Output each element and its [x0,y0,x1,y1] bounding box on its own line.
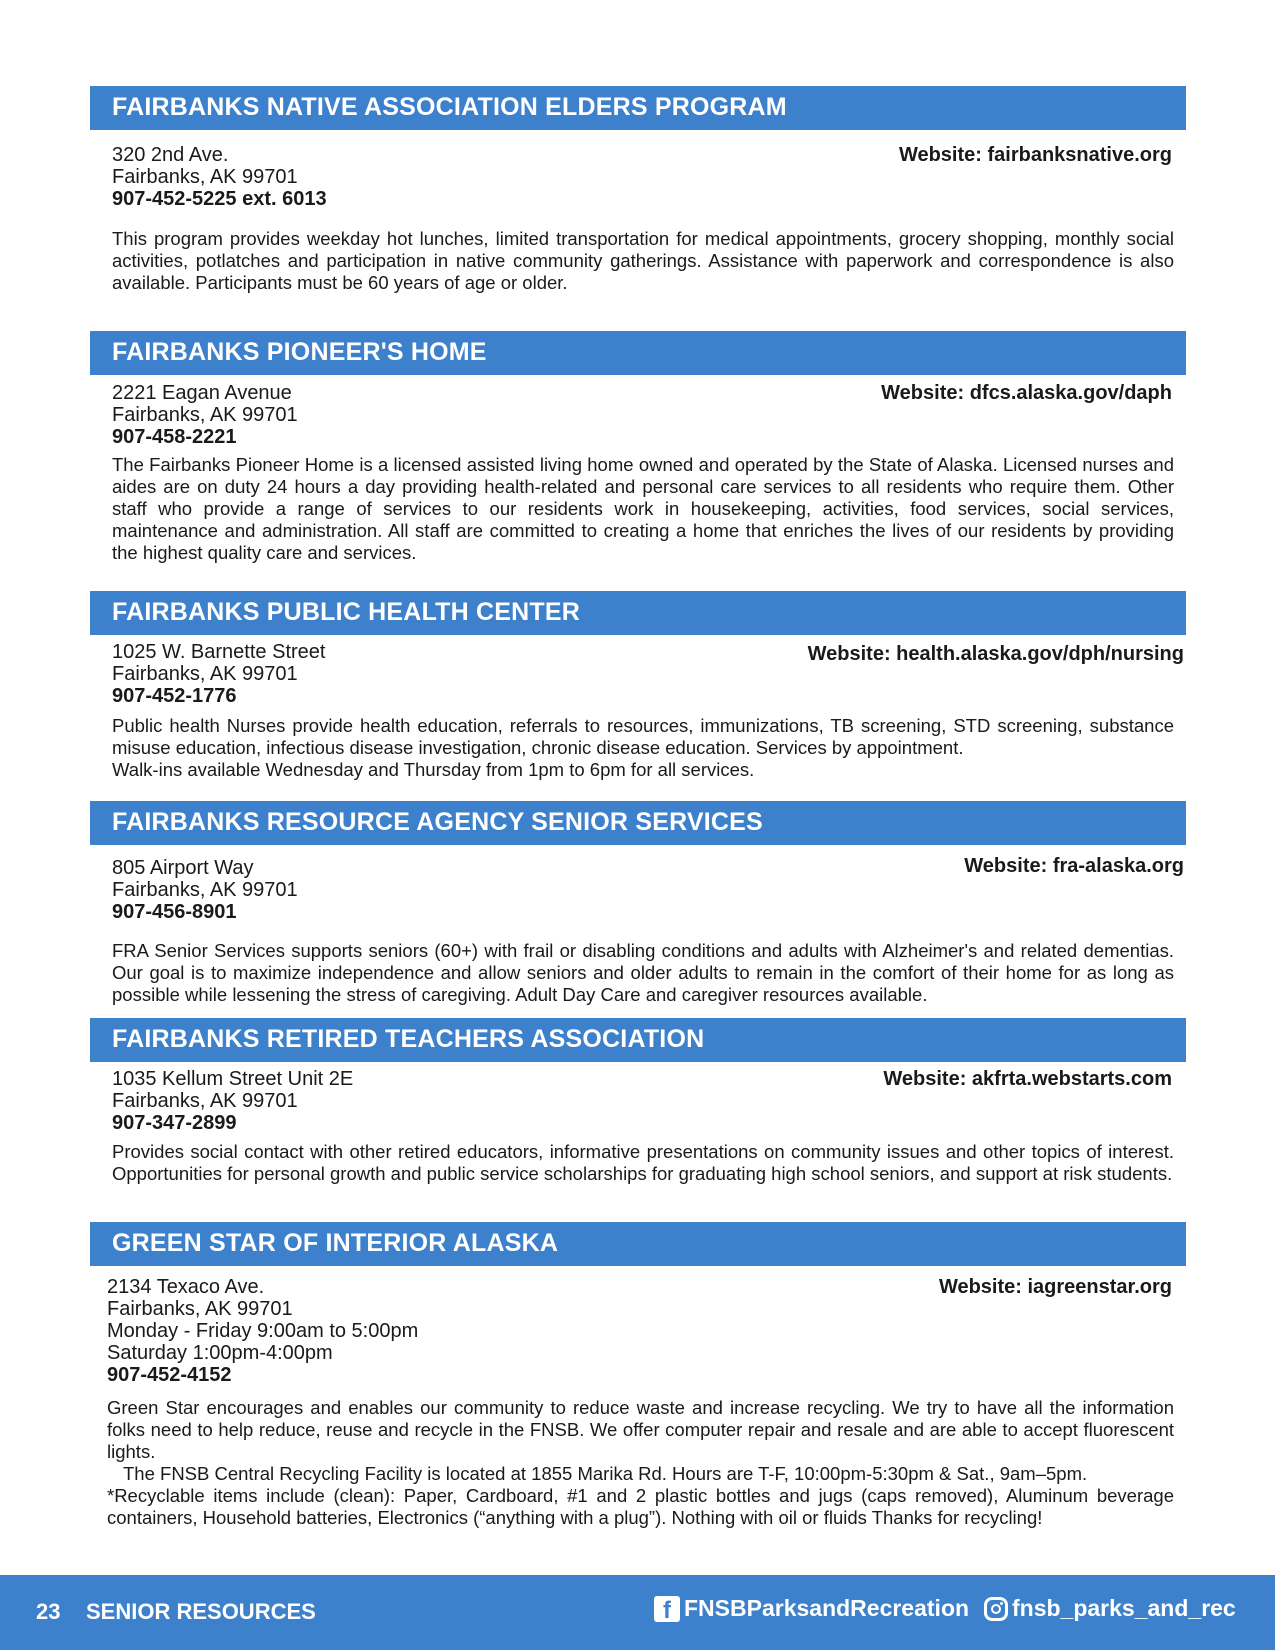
address-block [112,857,298,923]
address-line: 320 2nd Ave. [112,144,229,166]
facebook-icon: f [654,1596,680,1622]
description [112,1141,1174,1185]
section-title: FAIRBANKS RETIRED TEACHERS ASSOCIATION [112,1025,705,1053]
instagram-handle: fnsb_parks_and_rec [1012,1595,1236,1621]
description-paragraph: Green Star encourages and enables our community to reduce waste and increase recycling. We try to have all the information folks need to help reduce, reuse and recycle in the FNSB. We offer computer repair and resale and are able to accept fluorescent lights. [107,1397,1174,1462]
section-header [90,1018,1186,1062]
website-link[interactable]: Website: fra-alaska.org [964,855,1184,877]
address-line: Fairbanks, AK 99701 [112,166,298,188]
phone-number: 907-458-2221 [112,426,237,448]
website-link[interactable]: Website: iagreenstar.org [938,1276,1172,1298]
description-paragraph: Public health Nurses provide health education, referrals to resources, immunizations, TB screening, STD screening, substance misuse education, infectious disease investigation, chronic disease education. Services by appointment. [112,715,1174,758]
footer-title: SENIOR RESOURCES [86,1599,316,1624]
section-header [90,801,1186,845]
description [107,1397,1174,1529]
phone-number: 907-452-4152 [107,1364,232,1386]
address-block [112,382,298,448]
description-paragraph: The FNSB Central Recycling Facility is located at 1855 Marika Rd. Hours are T-F, 10:00pm-5:30pm & Sat., 9am–5pm. [123,1463,1088,1484]
description [112,454,1174,564]
section-title: FAIRBANKS PIONEER'S HOME [112,338,487,366]
address-line: 805 Airport Way [112,857,254,879]
address-line: Fairbanks, AK 99701 [107,1298,293,1320]
section-title: FAIRBANKS PUBLIC HEALTH CENTER [112,598,581,626]
facebook-handle: FNSBParksandRecreation [684,1595,970,1621]
page-footer [0,1575,1275,1650]
section-title: FAIRBANKS NATIVE ASSOCIATION ELDERS PROGRAM [112,93,787,121]
section-title: GREEN STAR OF INTERIOR ALASKA [112,1229,559,1257]
facebook-link[interactable] [654,1595,969,1622]
description-paragraph: *Recyclable items include (clean): Paper, Cardboard, #1 and 2 plastic bottles and jugs (caps removed), Aluminum beverage containers, Household batteries, Electronics (“anything with a plug”). Nothing with oil or fluids Thanks for recycling! [107,1485,1174,1528]
address-block [112,1068,353,1134]
address-line: 1025 W. Barnette Street [112,641,326,663]
phone-number: 907-456-8901 [112,901,237,923]
address-line: Fairbanks, AK 99701 [112,404,298,426]
description-paragraph: Walk-ins available Wednesday and Thursday from 1pm to 6pm for all services. [112,759,755,780]
address-line: 2221 Eagan Avenue [112,382,292,404]
description-paragraph: FRA Senior Services supports seniors (60+) with frail or disabling conditions and adults with Alzheimer's and related dementias. Our goal is to maximize independence and allow seniors and older adults to remain in the comfort of their home for as long as possible while lessening the stress of caregiving. Adult Day Care and caregiver resources available. [112,940,1174,1005]
section-title: FAIRBANKS RESOURCE AGENCY SENIOR SERVICES [112,808,763,836]
website-link[interactable]: Website: akfrta.webstarts.com [883,1068,1172,1090]
website-link[interactable]: Website: fairbanksnative.org [898,144,1172,166]
instagram-icon [984,1597,1008,1621]
description-paragraph: The Fairbanks Pioneer Home is a licensed assisted living home owned and operated by the State of Alaska. Licensed nurses and aides are on duty 24 hours a day providing health-related and personal care services to all residents who require them. Other staff who provide a range of services to our residents work in housekeeping, activities, food services, social services, maintenance and administration. All staff are committed to creating a home that enriches the lives of our residents by providing the highest quality care and services. [112,454,1174,563]
description-paragraph: Provides social contact with other retired educators, informative presentations on community issues and other topics of interest. Opportunities for personal growth and public service scholarships for graduating high school seniors, and support at risk students. [112,1141,1174,1184]
phone-number: 907-452-1776 [112,685,237,707]
description-paragraph: This program provides weekday hot lunches, limited transportation for medical appointments, grocery shopping, monthly social activities, potlatches and participation in native community gatherings. Assistance with paperwork and correspondence is also available. Participants must be 60 years of age or older. [112,228,1174,293]
hours-line: Saturday 1:00pm-4:00pm [107,1342,333,1364]
description [112,715,1174,781]
phone-number: 907-347-2899 [112,1112,237,1134]
address-block [112,144,327,210]
address-line: Fairbanks, AK 99701 [112,879,298,901]
description [112,940,1174,1006]
address-block [112,641,325,707]
section-header [90,86,1186,130]
section-header [90,331,1186,375]
phone-number: 907-452-5225 ext. 6013 [112,188,327,210]
address-line: 1035 Kellum Street Unit 2E [112,1068,354,1090]
section-header [90,1222,1186,1266]
address-line: 2134 Texaco Ave. [107,1276,265,1298]
address-block [107,1276,418,1386]
address-line: Fairbanks, AK 99701 [112,663,298,685]
hours-line: Monday - Friday 9:00am to 5:00pm [107,1320,419,1342]
instagram-link[interactable] [984,1595,1236,1622]
page-number: 23 [36,1599,61,1624]
website-link[interactable]: Website: health.alaska.gov/dph/nursing [807,643,1184,665]
section-header [90,591,1186,635]
address-line: Fairbanks, AK 99701 [112,1090,298,1112]
website-link[interactable]: Website: dfcs.alaska.gov/daph [881,382,1172,404]
description [112,228,1174,294]
